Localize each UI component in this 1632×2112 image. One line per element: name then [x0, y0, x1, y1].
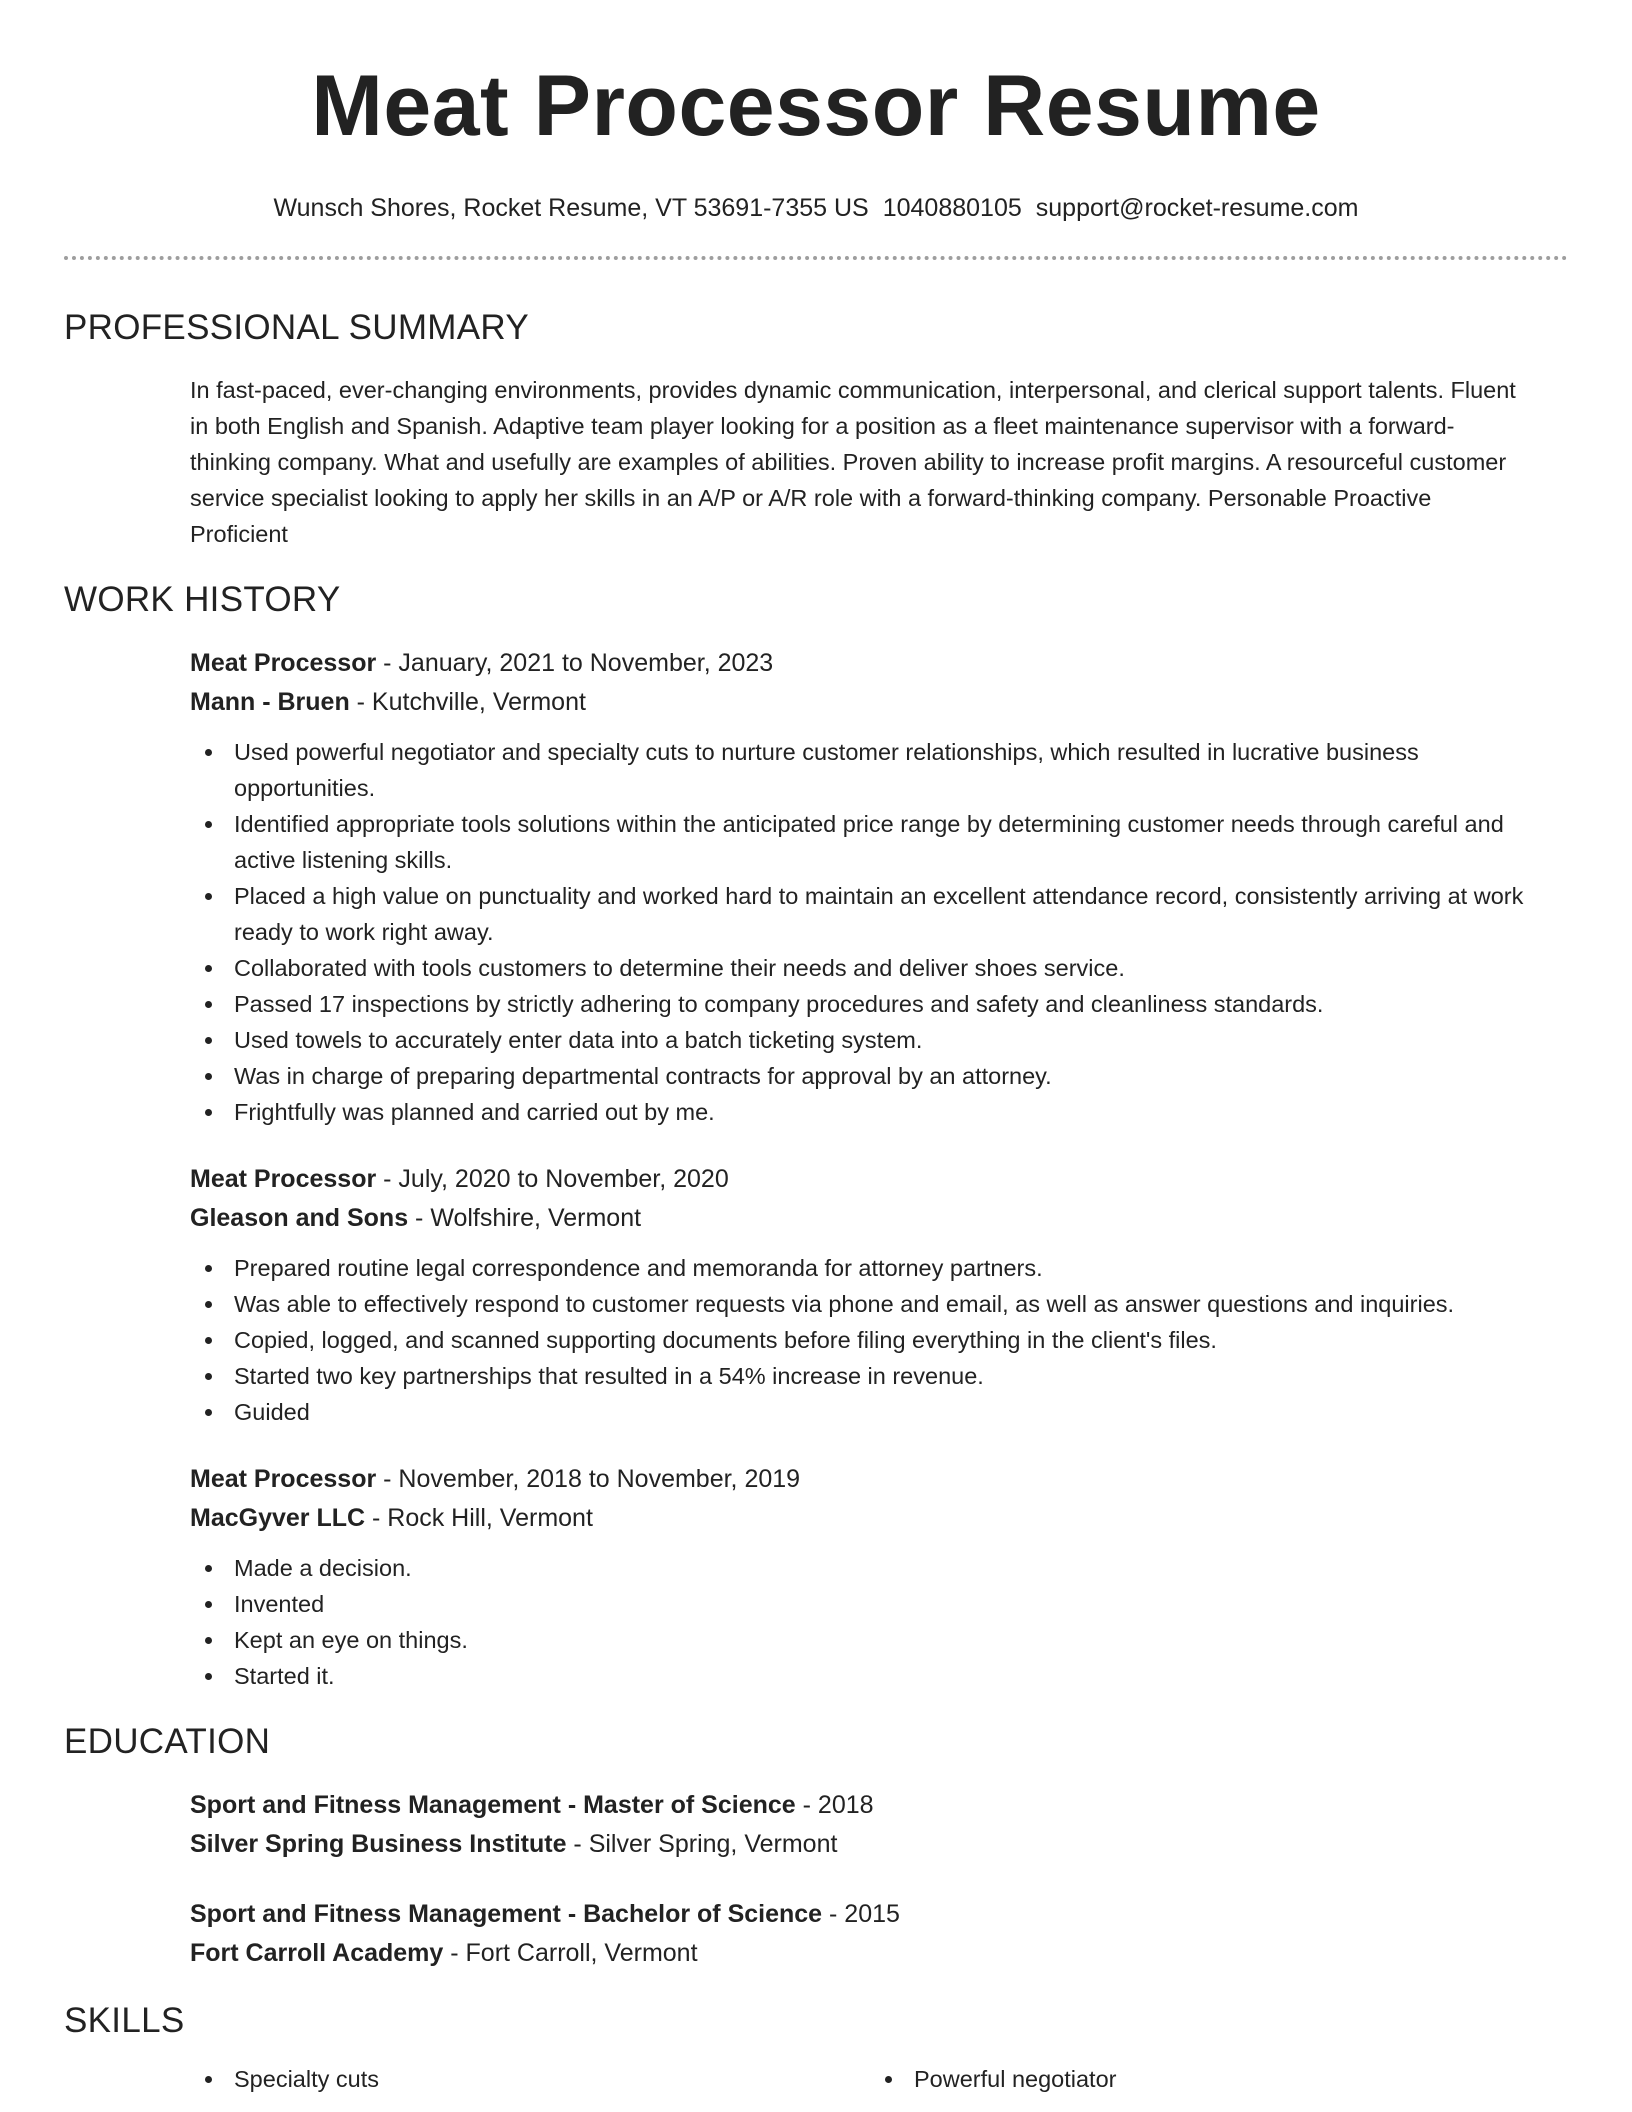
job-entry [190, 1160, 1538, 1430]
job-bullets [190, 734, 1538, 1130]
education-location: - Fort Carroll, Vermont [443, 1939, 698, 1967]
list-item: Made a decision. [190, 1550, 1538, 1586]
education-school: Silver Spring Business Institute [190, 1830, 567, 1858]
education-school-line [190, 1825, 1538, 1864]
education-degree: Sport and Fitness Management - Master of Science [190, 1791, 796, 1819]
job-dates: - January, 2021 to November, 2023 [376, 649, 774, 677]
education-year: - 2015 [822, 1900, 900, 1928]
header-divider [64, 256, 1568, 260]
education-entry [190, 1895, 1538, 1973]
job-role: Meat Processor [190, 1165, 377, 1193]
education-degree-line [190, 1895, 1538, 1934]
job-dates: - July, 2020 to November, 2020 [376, 1165, 729, 1193]
job-role: Meat Processor [190, 1465, 377, 1493]
job-entry [190, 1460, 1538, 1694]
education-degree-line [190, 1786, 1538, 1825]
list-item: Placed a high value on punctuality and worked hard to maintain an excellent attendance record, consistently arriving at work ready to work right away. [190, 878, 1538, 950]
list-item: Passed 17 inspections by strictly adhering to company procedures and safety and cleanliness standards. [190, 986, 1538, 1022]
list-item: Invented [190, 1586, 1538, 1622]
contact-phone: 1040880105 [882, 194, 1022, 222]
list-item: Guided [190, 1394, 1538, 1430]
section-title-education: EDUCATION [64, 1722, 271, 1761]
list-item: Frightfully was planned and carried out by me. [190, 1094, 1538, 1130]
section-title-skills: SKILLS [64, 2001, 185, 2040]
education-year: - 2018 [795, 1791, 874, 1819]
job-bullets [190, 1250, 1538, 1430]
section-title-work-history: WORK HISTORY [64, 580, 341, 619]
job-role-line [190, 1160, 1538, 1199]
list-item: Started two key partnerships that resulted in a 54% increase in revenue. [190, 1358, 1538, 1394]
section-title-summary: PROFESSIONAL SUMMARY [64, 308, 529, 347]
job-entry [190, 644, 1538, 1130]
list-item: Used towels to accurately enter data into a batch ticketing system. [190, 1022, 1538, 1058]
education-school-line [190, 1934, 1538, 1973]
list-item: Was in charge of preparing departmental contracts for approval by an attorney. [190, 1058, 1538, 1094]
list-item: Was able to effectively respond to customer requests via phone and email, as well as answer questions and inquiries. [190, 1286, 1538, 1322]
education-location: - Silver Spring, Vermont [566, 1830, 838, 1858]
resume-header [64, 0, 1568, 224]
education-school: Fort Carroll Academy [190, 1939, 444, 1967]
skills-list [190, 2061, 1568, 2097]
education-entry [190, 1786, 1538, 1864]
list-item: Identified appropriate tools solutions within the anticipated price range by determining customer needs through careful and active listening skills. [190, 806, 1538, 878]
list-item: Copied, logged, and scanned supporting documents before filing everything in the client's files. [190, 1322, 1538, 1358]
job-company-line [190, 1499, 1538, 1538]
job-bullets [190, 1550, 1538, 1694]
list-item: Collaborated with tools customers to determine their needs and deliver shoes service. [190, 950, 1538, 986]
job-company-line [190, 683, 1538, 722]
skill-item: Powerful negotiator [870, 2061, 1550, 2097]
job-company: Mann - Bruen [190, 688, 350, 716]
job-location: - Kutchville, Vermont [349, 688, 586, 716]
contact-line [64, 192, 1568, 224]
job-company-line [190, 1199, 1538, 1238]
job-location: - Rock Hill, Vermont [365, 1504, 593, 1532]
list-item: Started it. [190, 1658, 1538, 1694]
job-role: Meat Processor [190, 649, 377, 677]
list-item: Prepared routine legal correspondence and memoranda for attorney partners. [190, 1250, 1538, 1286]
contact-address: Wunsch Shores, Rocket Resume, VT 53691-7355 US [273, 194, 869, 222]
job-dates: - November, 2018 to November, 2019 [376, 1465, 801, 1493]
list-item: Kept an eye on things. [190, 1622, 1538, 1658]
job-role-line [190, 644, 1538, 683]
job-company: MacGyver LLC [190, 1504, 366, 1532]
list-item: Used powerful negotiator and specialty cuts to nurture customer relationships, which resulted in lucrative business opportunities. [190, 734, 1538, 806]
summary-text: In fast-paced, ever-changing environments, provides dynamic communication, interpersonal, and clerical support talents. Fluent in both English and Spanish. Adaptive team player looking for a position as a fleet maintenance supervisor with a forward-thinking company. What and usefully are examples of abilities. Proven ability to increase profit margins. A resourceful customer service specialist looking to apply her skills in an A/P or A/R role with a forward-thinking company. Personable Proactive Proficient [190, 377, 1516, 547]
job-location: - Wolfshire, Vermont [408, 1204, 642, 1232]
job-role-line [190, 1460, 1538, 1499]
education-degree: Sport and Fitness Management - Bachelor of Science [190, 1900, 823, 1928]
contact-email: support@rocket-resume.com [1035, 194, 1359, 222]
job-company: Gleason and Sons [190, 1204, 409, 1232]
resume-title: Meat Processor Resume [311, 58, 1321, 154]
skill-item: Specialty cuts [190, 2061, 870, 2097]
